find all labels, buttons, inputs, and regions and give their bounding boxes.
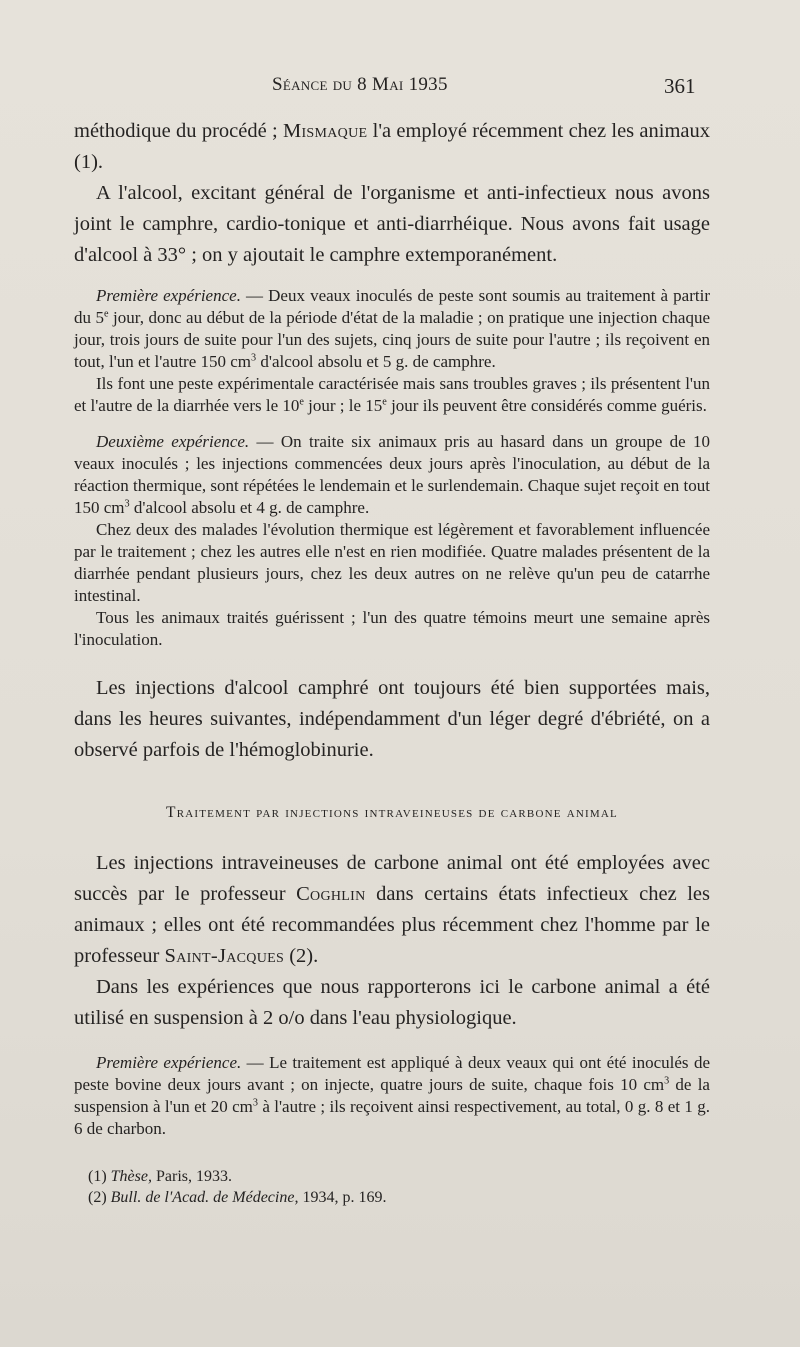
experiment-2-paragraph-1	[74, 431, 710, 519]
intro-block	[74, 116, 710, 271]
section-paragraph-1	[74, 848, 710, 972]
footnote-title: Bull. de l'Acad. de Médecine,	[110, 1189, 299, 1206]
page-header	[0, 72, 800, 108]
text-span: — On traite six animaux pris au hasard dans un groupe de 10 veaux inoculés ; les injections commencées deux jours après l'inoculation, au début de la réaction thermique, sont répétées le lendemain et le surlendemain. Chaque sujet reçoit en tout 150 cm	[74, 432, 710, 517]
footnote-number: (1)	[88, 1168, 111, 1185]
section-block	[74, 848, 710, 1034]
footnote-text: Paris, 1933.	[151, 1168, 232, 1185]
experiment-2-paragraph-2: Chez deux des malades l'évolution thermique est légèrement et favorablement influencée par le traitement ; chez les autres elle n'est en rien modifiée. Quatre malades présentent de la diarrhée pendant plusieurs jours, chez les deux autres on ne relève qu'un peu de catarrhe intestinal.	[74, 520, 710, 605]
experiment-1-paragraph-2	[74, 373, 710, 417]
superscript: e	[104, 308, 109, 320]
footnote-number: (2)	[88, 1189, 111, 1206]
experiment-1-paragraph-1	[74, 285, 710, 373]
experiment-2-block	[74, 431, 710, 651]
author-name-coghlin: Coghlin	[296, 883, 366, 905]
text-span: Ils font une peste expérimentale caractérisée mais sans troubles graves ; ils présentent l'un et l'autre de la diarrhée vers le 10	[74, 374, 710, 415]
experiment-2-title: Deuxième expérience.	[96, 432, 250, 451]
conclusion-paragraph: Les injections d'alcool camphré ont toujours été bien supportées mais, dans les heures suivantes, indépendamment d'un léger degré d'ébriété, on a observé parfois de l'hémoglobinurie.	[74, 677, 710, 761]
superscript: e	[382, 396, 387, 408]
footnote-text: 1934, p. 169.	[298, 1189, 387, 1206]
page-body	[74, 116, 710, 1208]
section-paragraph-2: Dans les expériences que nous rapporterons ici le carbone animal a été utilisé en suspension à 2 o/o dans l'eau physiologique.	[74, 976, 710, 1029]
text-span: l'a employé récemment chez les animaux (1).	[74, 120, 711, 173]
superscript: 3	[664, 1075, 670, 1087]
experiment-3-block	[74, 1052, 710, 1140]
text-span: à l'autre ; ils reçoivent ainsi respectivement, au total, 0 g. 8 et 1 g. 6 de charbon.	[74, 1097, 710, 1138]
experiment-1-title: Première expérience.	[96, 286, 241, 305]
text-span: de la suspension à l'un et 20 cm	[74, 1075, 710, 1116]
superscript: e	[299, 396, 304, 408]
footnote-2	[74, 1187, 710, 1208]
section-heading: Traitement par injections intraveineuses de carbone animal	[166, 804, 618, 821]
text-span: jour ils peuvent être considérés comme guéris.	[386, 396, 707, 415]
text-span: jour, donc au début de la période d'état de la maladie ; on pratique une injection chaque jour, trois jours de suite pour l'un des sujets, cinq jours de suite pour l'autre ; ils reçoivent en tout, l'un et l'autre 150 cm	[74, 308, 710, 371]
author-name-saint-jacques: Saint-Jacques	[164, 945, 285, 967]
intro-paragraph-1	[74, 116, 710, 178]
footnotes	[74, 1166, 710, 1208]
experiment-3-title: Première expérience.	[96, 1053, 242, 1072]
superscript: 3	[251, 352, 257, 364]
superscript: 3	[252, 1097, 258, 1109]
text-span: — Le traitement est appliqué à deux veaux qui ont été inoculés de peste bovine deux jours avant ; on injecte, quatre jours de suite, chaque fois 10 cm	[74, 1053, 710, 1094]
page-number: 361	[664, 74, 696, 98]
intro-paragraph-2: A l'alcool, excitant général de l'organisme et anti-infectieux nous avons joint le camphre, cardio-tonique et anti-diarrhéique. Nous avons fait usage d'alcool à 33° ; on y ajoutait le camphre extemporanément.	[74, 182, 710, 266]
text-span: d'alcool absolu et 4 g. de camphre.	[129, 498, 370, 517]
text-span: jour ; le 15	[303, 396, 383, 415]
experiment-1-block	[74, 285, 710, 417]
footnote-1	[74, 1166, 710, 1187]
author-name-mismaque: Mismaque	[282, 120, 368, 142]
running-title: Séance du 8 Mai 1935	[272, 74, 448, 95]
text-span: méthodique du procédé ;	[74, 120, 283, 142]
text-span: — Deux veaux inoculés de peste sont soumis au traitement à partir du 5	[74, 286, 710, 327]
text-span: d'alcool absolu et 5 g. de camphre.	[256, 352, 496, 371]
experiment-3-paragraph-1	[74, 1052, 710, 1140]
experiment-2-paragraph-3: Tous les animaux traités guérissent ; l'un des quatre témoins meurt une semaine après l'inoculation.	[74, 608, 710, 649]
footnote-title: Thèse,	[110, 1168, 152, 1185]
conclusion-block	[74, 673, 710, 766]
text-span: Les injections intraveineuses de carbone animal ont été employées avec succès par le professeur	[74, 852, 710, 905]
text-span: (2).	[284, 945, 319, 967]
text-span: dans certains états infectieux chez les animaux ; elles ont été recommandées plus récemment chez l'homme par le professeur	[74, 883, 710, 967]
superscript: 3	[124, 498, 130, 510]
